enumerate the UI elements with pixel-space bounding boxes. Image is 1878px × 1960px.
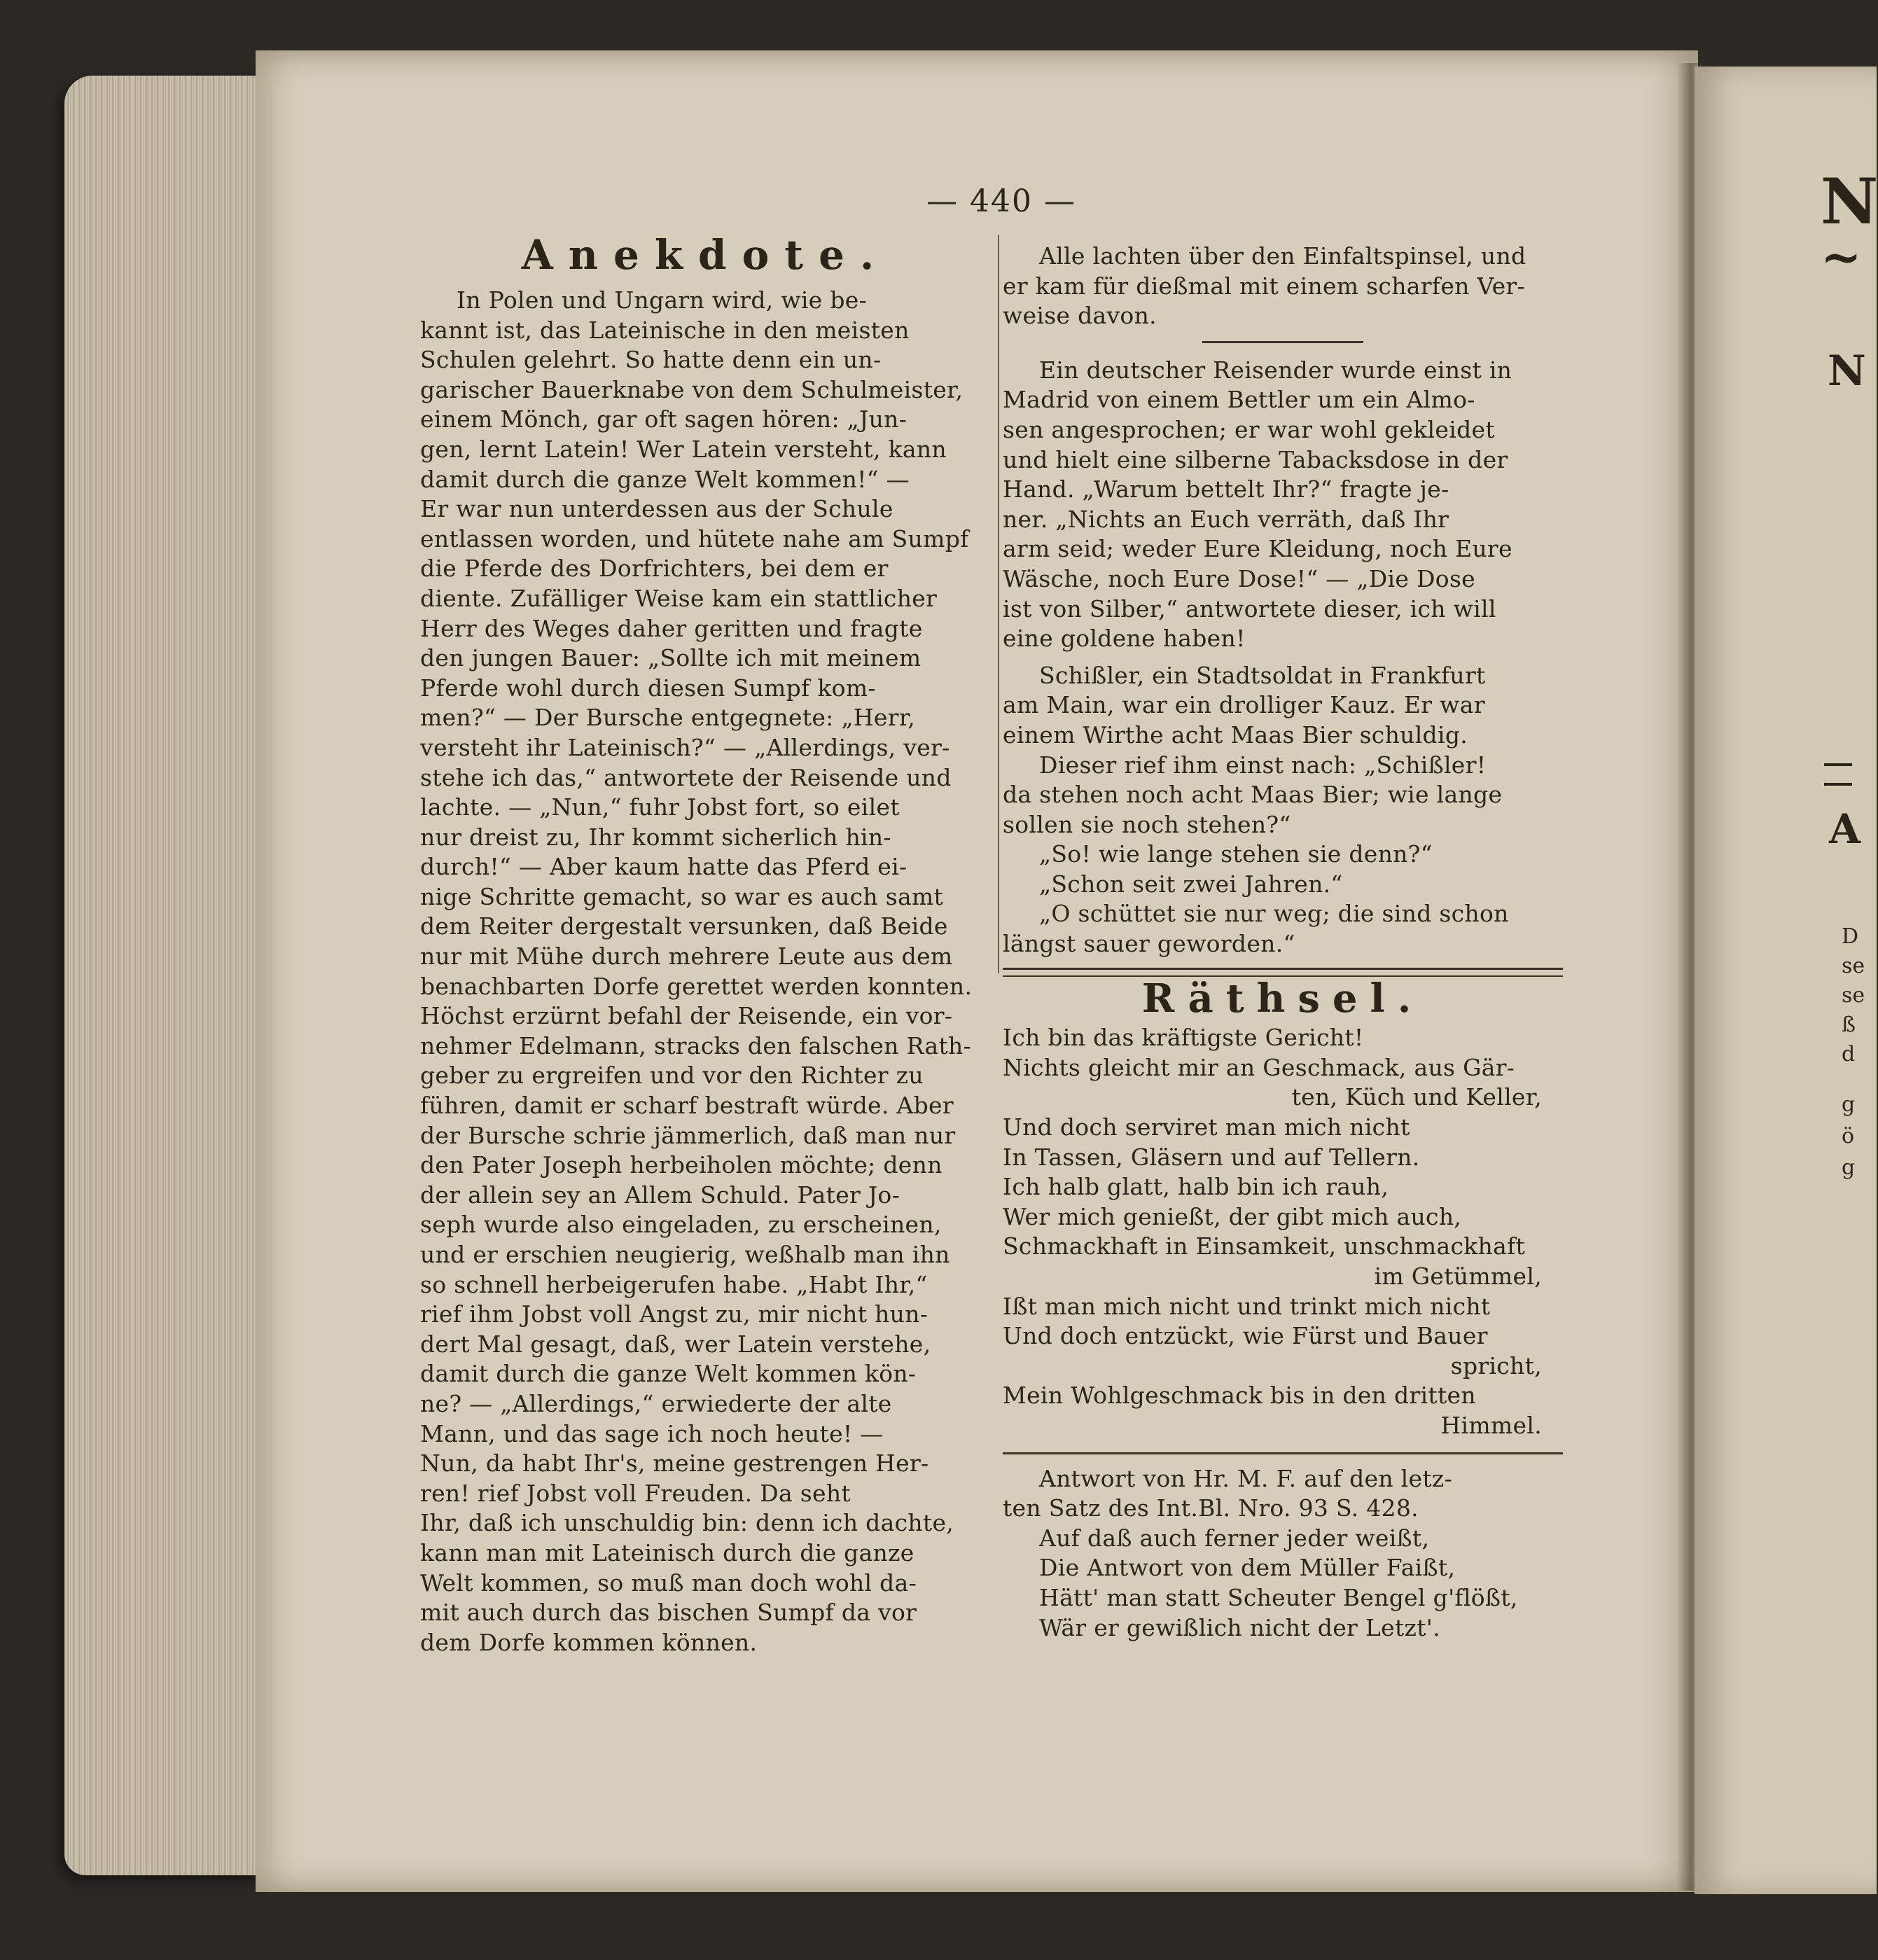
anekdote-line: ne? — „Allerdings,“ erwiederte der alte	[420, 1389, 892, 1417]
anekdote-line: der Bursche schrie jämmerlich, daß man nur	[420, 1121, 956, 1149]
facing-fragment: D	[1842, 924, 1859, 949]
anekdote-line: mit auch durch das bischen Sumpf da vor	[420, 1599, 917, 1627]
anekdote-line: In Polen und Ungarn wird, wie be-	[457, 286, 868, 314]
column-divider	[998, 235, 999, 973]
anekdote-line: Mann, und das sage ich noch heute! —	[420, 1419, 884, 1447]
answer-line: Wär er gewißlich nicht der Letzt'.	[1039, 1613, 1440, 1641]
anekdote-line: einem Mönch, gar oft sagen hören: „Jun-	[420, 405, 907, 433]
facing-rule-mark	[1824, 763, 1852, 786]
answer-line: Hätt' man statt Scheuter Bengel g'flößt,	[1039, 1583, 1518, 1611]
riddle-line: im Getümmel,	[1374, 1263, 1542, 1290]
anekdote-line: die Pferde des Dorfrichters, bei dem er	[420, 555, 889, 583]
schissler-line: Schißler, ein Stadtsoldat in Frankfurt	[1039, 661, 1486, 689]
heading-raethsel: Räthsel.	[1141, 975, 1424, 1022]
riddle-line: ten, Küch und Keller,	[1291, 1083, 1542, 1111]
traveller-anecdote	[1003, 356, 1563, 654]
anekdote-line: damit durch die ganze Welt kommen!“ —	[420, 465, 910, 493]
answer-line: Die Antwort von dem Müller Faißt,	[1039, 1554, 1456, 1582]
anekdote-line: garischer Bauerknabe von dem Schulmeister,	[420, 375, 964, 403]
anekdote-line: nur dreist zu, Ihr kommt sicherlich hin-	[420, 823, 891, 851]
anekdote-line: Pferde wohl durch diesen Sumpf kom-	[420, 674, 876, 702]
anekdote-line: lachte. — „Nun,“ fuhr Jobst fort, so eilet	[420, 793, 900, 821]
anekdote-line: damit durch die ganze Welt kommen kön-	[420, 1360, 917, 1388]
facing-fragment: ö	[1842, 1124, 1855, 1148]
schissler-line: Dieser rief ihm einst nach: „Schißler!	[1039, 751, 1487, 779]
page-edges	[64, 76, 267, 1875]
anekdote-line: nehmer Edelmann, stracks den falschen Rath-	[420, 1031, 972, 1059]
anecdote-ending	[1003, 242, 1563, 331]
anekdote-line: nur mit Mühe durch mehrere Leute aus dem	[420, 943, 953, 971]
riddle-line: Ich halb glatt, halb bin ich rauh,	[1003, 1173, 1389, 1201]
anekdote-line: ren! rief Jobst voll Freuden. Da seht	[420, 1479, 851, 1507]
riddle-line: Ich bin das kräftigste Gericht!	[1003, 1024, 1364, 1052]
riddle-line: Nichts gleicht mir an Geschmack, aus Gär-	[1003, 1053, 1515, 1081]
traveller-line: ist von Silber,“ antwortete dieser, ich will	[1003, 595, 1496, 623]
short-rule	[1202, 341, 1363, 343]
anekdote-line: geber zu ergreifen und vor den Richter zu	[420, 1062, 924, 1090]
riddle-line: spricht,	[1450, 1351, 1542, 1379]
anekdote-line: diente. Zufälliger Weise kam ein stattlicher	[420, 584, 938, 612]
anekdote-line: den jungen Bauer: „Sollte ich mit meinem	[420, 644, 921, 672]
schissler-line: „So! wie lange stehen sie denn?“	[1039, 840, 1433, 868]
anekdote-line: Herr des Weges daher geritten und fragte	[420, 614, 923, 642]
facing-fragment: g	[1842, 1092, 1856, 1117]
riddle-answer	[1003, 1464, 1563, 1643]
anekdote-line: so schnell herbeigerufen habe. „Habt Ihr,“	[420, 1270, 928, 1298]
riddle-line: Ißt man mich nicht und trinkt mich nicht	[1003, 1292, 1491, 1320]
anekdote-line: Nun, da habt Ihr's, meine gestrengen Her-	[420, 1450, 929, 1478]
traveller-line: Hand. „Warum bettelt Ihr?“ fragte je-	[1003, 475, 1449, 503]
schissler-line: einem Wirthe acht Maas Bier schuldig.	[1003, 721, 1468, 749]
traveller-line: eine goldene haben!	[1003, 625, 1246, 653]
heading-anekdote: Anekdote.	[521, 231, 890, 279]
answer-line: ten Satz des Int.Bl. Nro. 93 S. 428.	[1003, 1494, 1419, 1522]
anekdote-line: der allein sey an Allem Schuld. Pater Jo-	[420, 1181, 900, 1209]
anekdote-line: gen, lernt Latein! Wer Latein versteht, kann	[420, 435, 947, 463]
riddle-line: Schmackhaft in Einsamkeit, unschmackhaft	[1003, 1232, 1526, 1260]
anecdote-ending-line: Alle lachten über den Einfaltspinsel, und	[1039, 242, 1526, 270]
schissler-line: am Main, war ein drolliger Kauz. Er war	[1003, 691, 1485, 719]
anekdote-line: dem Dorfe kommen können.	[420, 1628, 758, 1656]
anekdote-line: Ihr, daß ich unschuldig bin: denn ich dachte,	[420, 1509, 954, 1537]
traveller-line: arm seid; weder Eure Kleidung, noch Eure	[1003, 535, 1512, 563]
anekdote-line: nige Schritte gemacht, so war es auch samt	[420, 882, 944, 910]
anekdote-line: Schulen gelehrt. So hatte denn ein un-	[420, 346, 882, 374]
anekdote-line: benachbarten Dorfe gerettet werden konnten.	[420, 972, 973, 1000]
anekdote-line: den Pater Joseph herbeiholen möchte; denn	[420, 1151, 943, 1179]
traveller-line: sen angesprochen; er war wohl gekleidet	[1003, 415, 1495, 443]
traveller-line: Wäsche, noch Eure Dose!“ — „Die Dose	[1003, 564, 1476, 592]
anekdote-line: stehe ich das,“ antwortete der Reisende und	[420, 763, 952, 791]
anekdote-line: Er war nun unterdessen aus der Schule	[420, 495, 893, 523]
facing-fragment: N	[1821, 165, 1878, 239]
page-number: — 440 —	[926, 183, 1076, 219]
anecdote-ending-line: er kam für dießmal mit einem scharfen Ver-	[1003, 272, 1525, 300]
facing-fragment: g	[1842, 1155, 1856, 1180]
anekdote-line: versteht ihr Lateinisch?“ — „Allerdings, ver-	[420, 733, 950, 761]
anekdote-line: dert Mal gesagt, daß, wer Latein verstehe,	[420, 1330, 931, 1358]
anekdote-line: und er erschien neugierig, weßhalb man ihn	[420, 1241, 950, 1268]
riddle-line: In Tassen, Gläsern und auf Tellern.	[1003, 1143, 1420, 1171]
traveller-line: und hielt eine silberne Tabacksdose in der	[1003, 445, 1508, 473]
anekdote-line: seph wurde also eingeladen, zu erscheinen,	[420, 1211, 942, 1239]
schissler-line: „Schon seit zwei Jahren.“	[1039, 870, 1343, 898]
left-column	[420, 286, 991, 1657]
schissler-line: da stehen noch acht Maas Bier; wie lange	[1003, 781, 1503, 809]
answer-line: Antwort von Hr. M. F. auf den letz-	[1039, 1464, 1453, 1492]
answer-line: Auf daß auch ferner jeder weißt,	[1039, 1524, 1430, 1552]
anekdote-line: Welt kommen, so muß man doch wohl da-	[420, 1569, 917, 1597]
facing-fragment: ~	[1821, 228, 1862, 286]
anekdote-line: führen, damit er scharf bestraft würde. Aber	[420, 1092, 954, 1120]
facing-fragment: d	[1842, 1042, 1856, 1066]
riddle-poem	[1003, 1023, 1563, 1440]
riddle-line: Und doch entzückt, wie Fürst und Bauer	[1003, 1322, 1488, 1350]
riddle-line: Und doch serviret man mich nicht	[1003, 1113, 1410, 1141]
anekdote-line: men?“ — Der Bursche entgegnete: „Herr,	[420, 704, 916, 732]
schissler-line: „O schüttet sie nur weg; die sind schon	[1039, 900, 1509, 928]
traveller-line: Madrid von einem Bettler um ein Almo-	[1003, 386, 1475, 414]
schissler-line: sollen sie noch stehen?“	[1003, 810, 1291, 838]
answer-rule	[1003, 1452, 1563, 1454]
facing-fragment: A	[1829, 805, 1861, 853]
riddle-line: Wer mich genießt, der gibt mich auch,	[1003, 1202, 1462, 1230]
facing-fragment: ß	[1842, 1013, 1856, 1037]
right-column	[1003, 242, 1563, 1643]
schissler-line: längst sauer geworden.“	[1003, 930, 1295, 958]
anekdote-line: dem Reiter dergestalt versunken, daß Beide	[420, 912, 948, 940]
anekdote-line: entlassen worden, und hütete nahe am Sumpf	[420, 524, 969, 552]
anekdote-line: kannt ist, das Lateinische in den meisten	[420, 316, 910, 344]
anecdote-ending-line: weise davon.	[1003, 302, 1157, 330]
anekdote-line: durch!“ — Aber kaum hatte das Pferd ei-	[420, 853, 907, 881]
traveller-line: ner. „Nichts an Euch verräth, daß Ihr	[1003, 505, 1449, 533]
facing-fragment: se	[1842, 954, 1865, 978]
anekdote-line: Höchst erzürnt befahl der Reisende, ein vor-	[420, 1002, 953, 1030]
facing-fragment: N	[1828, 347, 1866, 396]
facing-page	[1695, 67, 1877, 1894]
anekdote-line: rief ihm Jobst voll Angst zu, mir nicht hun-	[420, 1300, 928, 1328]
facing-fragment: se	[1842, 983, 1865, 1008]
traveller-line: Ein deutscher Reisender wurde einst in	[1039, 356, 1512, 384]
anekdote-line: kann man mit Lateinisch durch die ganze	[420, 1538, 914, 1566]
riddle-line: Himmel.	[1440, 1411, 1542, 1439]
schissler-anecdote	[1003, 661, 1563, 959]
riddle-line: Mein Wohlgeschmack bis in den dritten	[1003, 1382, 1476, 1410]
